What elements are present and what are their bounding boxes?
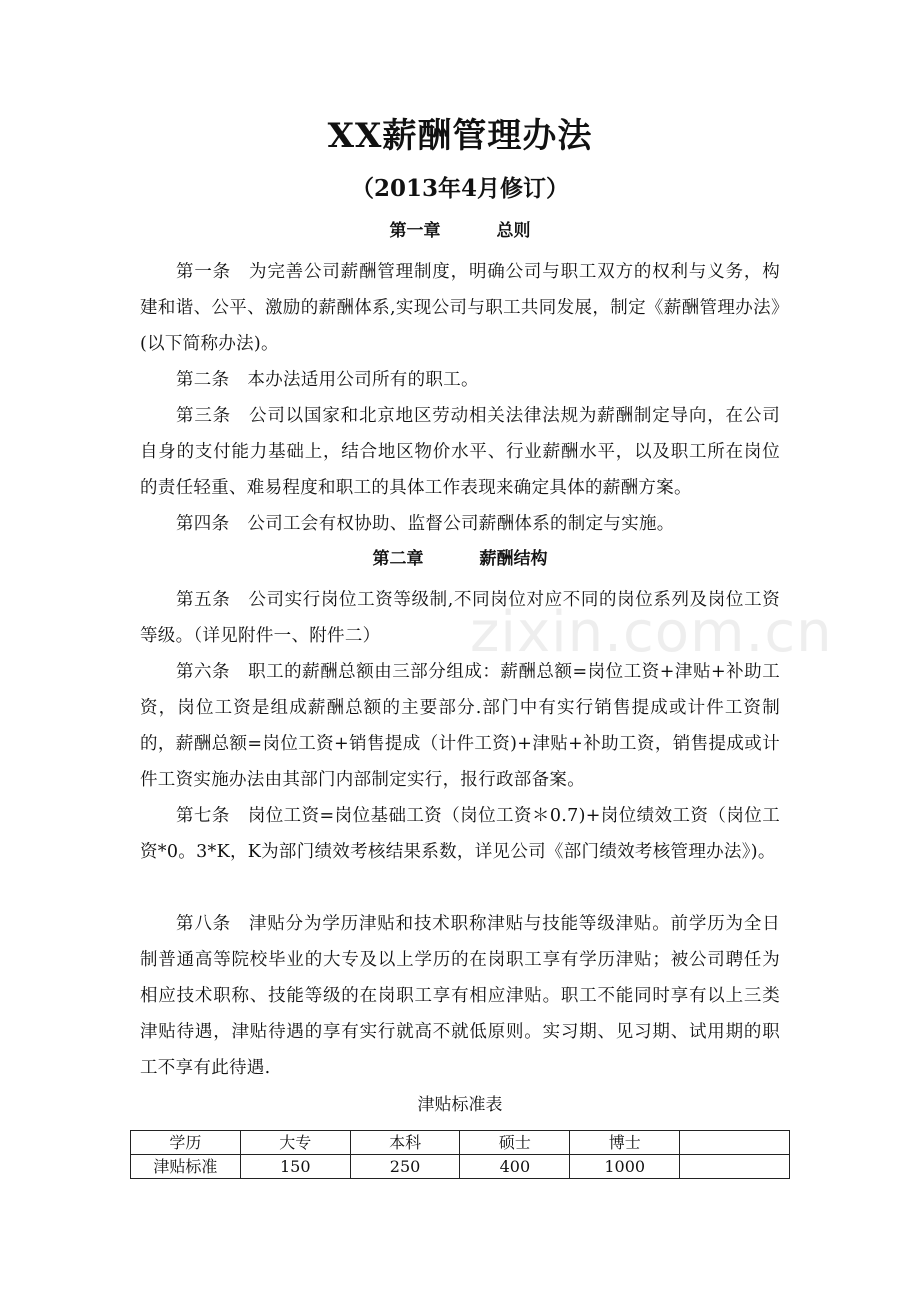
table-cell: 250 (350, 1155, 460, 1179)
article-label: 第五条 (176, 590, 231, 610)
table-cell: 津贴标准 (131, 1155, 241, 1179)
article-text: 津贴分为学历津贴和技术职称津贴与技能等级津贴。前学历为全日制普通高等院校毕业的大专及以上学历的在岗职工享有学历津贴；被公司聘任为相应技术职称、技能等级的在岗职工享有相应津贴。职工不能同时享有以上三类津贴待遇，津贴待遇的享有实行就高不就低原则。实习期、见习期、试用期的职工不享有此待遇. (140, 914, 781, 1078)
article-text: 公司以国家和北京地区劳动相关法律法规为薪酬制定导向，在公司自身的支付能力基础上，结合地区物价水平、行业薪酬水平，以及职工所在岗位的责任轻重、难易程度和职工的具体工作表现来确定具体的薪酬方案。 (140, 406, 781, 498)
article-label: 第六条 (176, 662, 231, 682)
article-label: 第八条 (176, 914, 231, 934)
table-row (131, 1155, 790, 1179)
article-7 (140, 798, 780, 870)
table-header-row (131, 1131, 790, 1155)
article-label: 第三条 (176, 406, 231, 426)
article-label: 第二条 (176, 370, 230, 390)
table-cell: 学历 (131, 1131, 241, 1155)
table-cell: 150 (240, 1155, 350, 1179)
article-text: 为完善公司薪酬管理制度，明确公司与职工双方的权利与义务，构建和谐、公平、激励的薪酬体系,实现公司与职工共同发展，制定《薪酬管理办法》(以下简称办法)。 (140, 262, 781, 354)
document-subtitle: （2013年4月修订） (350, 175, 570, 202)
chapter-number: 第二章 (372, 549, 424, 569)
article-text: 公司实行岗位工资等级制,不同岗位对应不同的岗位系列及岗位工资等级。（详见附件一、附件二） (140, 590, 780, 646)
table-cell: 博士 (570, 1131, 680, 1155)
article-text: 公司工会有权协助、监督公司薪酬体系的制定与实施。 (247, 514, 675, 534)
chapter-name: 薪酬结构 (479, 549, 548, 569)
article-6 (140, 654, 780, 798)
article-text: 职工的薪酬总额由三部分组成：薪酬总额=岗位工资+津贴+补助工资，岗位工资是组成薪酬总额的主要部分.部门中有实行销售提成或计件工资制的，薪酬总额=岗位工资+销售提成（计件工资)+津贴+补助工资，销售提成或计件工资实施办法由其部门内部制定实行，报行政部备案。 (140, 662, 780, 790)
chapter-number: 第一章 (389, 221, 441, 241)
article-4 (140, 506, 780, 542)
chapter-heading-1 (0, 218, 920, 244)
article-label: 第一条 (176, 262, 231, 282)
table-cell (680, 1131, 790, 1155)
table-cell: 本科 (350, 1131, 460, 1155)
allowance-table (130, 1130, 790, 1179)
article-2 (140, 362, 780, 398)
table-cell: 400 (460, 1155, 570, 1179)
document-title: XX薪酬管理办法 (327, 116, 593, 156)
article-3 (140, 398, 780, 506)
table-cell: 1000 (570, 1155, 680, 1179)
table-cell: 大专 (240, 1131, 350, 1155)
article-8 (140, 906, 780, 1086)
table-caption: 津贴标准表 (417, 1095, 503, 1115)
article-1 (140, 254, 780, 362)
article-label: 第四条 (176, 514, 230, 534)
table-cell (680, 1155, 790, 1179)
article-text: 本办法适用公司所有的职工。 (247, 370, 479, 390)
table-cell: 硕士 (460, 1131, 570, 1155)
chapter-heading-2 (0, 546, 920, 572)
watermark: zixin.com.cn (470, 600, 833, 665)
chapter-name: 总则 (496, 221, 531, 241)
article-label: 第七条 (176, 806, 230, 826)
article-text: 岗位工资=岗位基础工资（岗位工资＊0.7)+岗位绩效工资（岗位工资*0。3*K，K为部门绩效考核结果系数，详见公司《部门绩效考核管理办法》)。 (140, 806, 780, 862)
